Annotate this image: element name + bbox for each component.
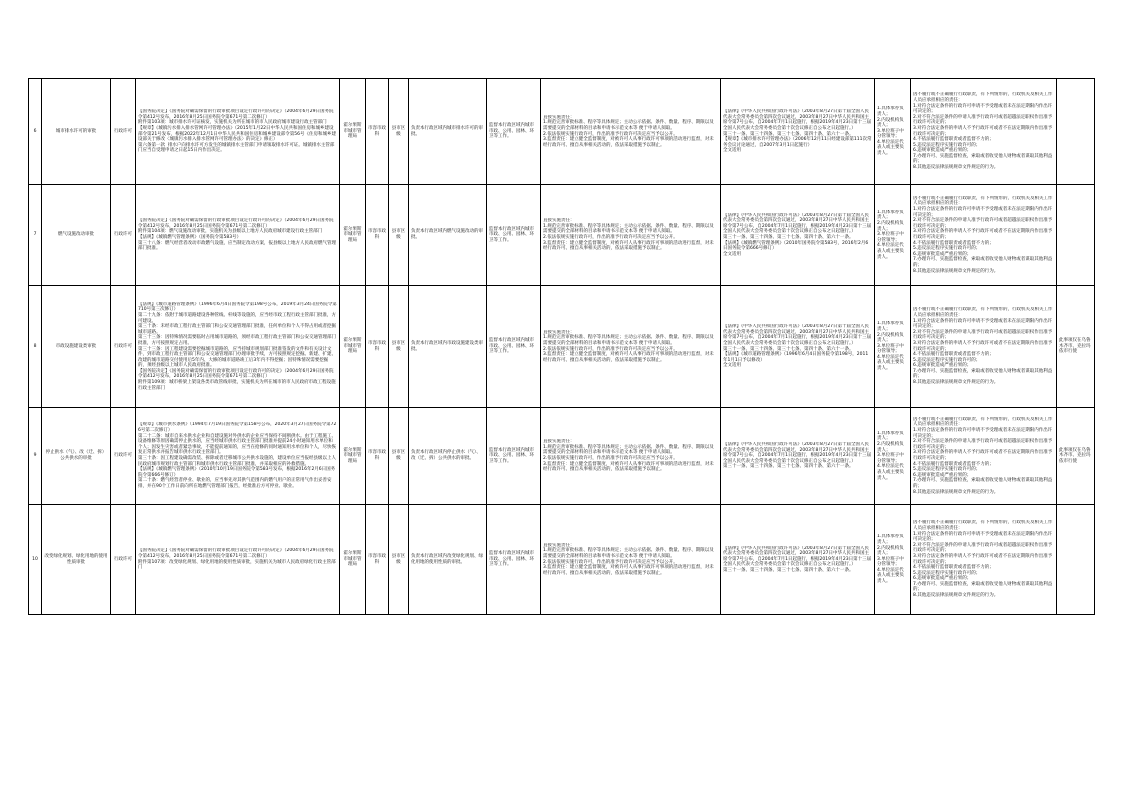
table-row: [29, 505, 1095, 615]
law-duty-paragraph: 直接实施责任：: [543, 114, 575, 120]
law-paragraph: 【法律】《中华人民共和国行政许可法》（2003年8月27日第十届全国人民代表大会常务委员会第四次会议通过，2003年8月27日中华人民共和国主席令第7号公布，自2004年7月1日起施行，根据2019年4月23日第十三届全国人民代表大会常务委员会第十次会议修正自公布之日起施行。）: [723, 212, 872, 235]
supervision-duty: 监督本行政区域内城市市政、公用、园林、环卫等工作。: [487, 505, 541, 615]
penalty-paragraph: 2.对不符合法定条件的申请人准予行政许可或者超越法定职权作出准予行政许可决定的；: [913, 114, 1053, 126]
implementation-duty: [541, 185, 721, 286]
penalty-paragraph: 5.违反法定程序实施行政许可的；: [913, 246, 981, 252]
law-duty-paragraph: 直接实施责任：: [543, 329, 575, 335]
basis-paragraph: 第二十条：燃气经营者停业、歇业的，应当事先对其供气范围内的燃气用户的正常用气作出妥善安排，并在90个工作日前向所在地燃气管理部门报告，经批准后方可停业、歇业。: [138, 478, 332, 489]
basis-paragraph: 附件第103项：城市排水许可证核发，实施机关为所在城市的市人民政府城市建设行政主管部门: [138, 120, 327, 126]
item-name: 市政设施建设类审批: [42, 286, 111, 408]
exercise-level: 县市区级: [389, 185, 409, 286]
basis-paragraph: 第三十条：因工程建设确需改装、拆除或者迁移城市公共供水设施的，建设单位应当报经县级以上人民政府城市规划行政主管部门和城市供水行政主管部门批准，并采取相应的补救措施。: [138, 456, 336, 467]
law-duty-paragraph: 3.监督责任：建立健全监督制度，对被许可人从事行政许可事项的活动进行监督，对未经行政许可、擅自从事相关活动的，依法采取措施予以制止。: [543, 461, 714, 473]
implementing-org: 霍尔果斯市城市管理局: [340, 185, 366, 286]
item-name: 停止供水（气）、改（迁、拆）公共供水的审批: [42, 408, 111, 505]
basis-paragraph: 第二十二条：城市自来水供水企业和自建设施对外供水的企业应当保持不间断供水。由于工程施工、设备维修等原因确需停止供水的，应当经城市供水行政主管部门批准并提前24小时通知用水单位和个人；因发生灾害或者紧急事故，不能提前通知的，应当在抢修的同时通知用水单位和个人，尽快恢复正常供水并报告城市供水行政主管部门。: [138, 433, 336, 456]
internal-department: 市容市政科: [366, 505, 389, 615]
item-type: 行政许可: [111, 286, 136, 408]
penalty-paragraph: 因不履行或不正确履行行政职责，有下列情形的，行政机关及相关工作人员应承担相应的责任：: [913, 195, 1053, 207]
penalty-paragraph: 2.对不符合法定条件的申请人准予行政许可或者超越法定职权作出准予行政许可决定的；: [913, 218, 1053, 229]
accountability-cases: [911, 286, 1057, 408]
accountability-cases: [911, 79, 1057, 185]
law-paragraph: 【法律】《中华人民共和国行政许可法》（2003年8月27日第十届全国人民代表大会常务委员会第四次会议通过，2003年8月27日中华人民共和国主席令第7号公布，自2004年7月1日起施行，根据2019年4月23日第十三届全国人民代表大会常务委员会第十次会议修正自公布之日起施行。）: [723, 442, 872, 464]
table-row: [29, 185, 1095, 286]
accountable-persons: 1.具体承办负责人； 2.内设机构负责人； 3.单位班子中分管领导； 4.单位法定代表人或主要负责人。: [875, 505, 911, 615]
remarks: [1057, 185, 1095, 286]
implementing-org: 霍尔果斯市城市管理局: [340, 408, 366, 505]
law-duty-paragraph: 1.规范完善审批标准、程序等具体规定；主动公示依据、条件、数量、程序、期限以及需要提交的全部材料的目录和申请书示范文本等 便于申请人阅取。: [543, 335, 714, 346]
item-name: 城市排水许可的审批: [42, 79, 111, 185]
exercise-level: 县市区级: [389, 408, 409, 505]
penalty-paragraph: 1.对符合法定条件的行政许可申请不予受理或者未在法定期限内作出许可决定的；: [913, 207, 1053, 218]
responsibility-scope: 负责本行政区域内城市排水许可的审批。: [409, 79, 487, 185]
penalty-paragraph: 因不履行或不正确履行行政职责，有下列情形的，行政机关及相关工作人员应承担相应的责任：: [913, 520, 1053, 531]
law-paragraph: 【法律】《中华人民共和国行政许可法》（2003年8月27日第十届全国人民代表大会常务委员会第四次会议通过，2003年8月27日中华人民共和国主席令第7号公布，自2004年7月1日起施行，根据2019年4月23日第十三届全国人民代表大会常务委员会第十次会议修正自公布之日起施行。）: [723, 545, 872, 568]
law-duty-paragraph: 2.依法依规实施行政许可，作出的准予行政许可决定应当予以公开。: [543, 131, 678, 137]
penalty-paragraph: 因不履行或不正确履行行政职责，有下列情形的，行政机关及相关工作人员应承担相应的责任：: [913, 307, 1053, 318]
penalty-paragraph: 8.其他违反法律法规规章文件规定的行为。: [913, 165, 999, 171]
penalty-paragraph: 7.办理许可、实施监督检查，索取或者收受他人财物或者谋取其他利益的；: [913, 478, 1053, 489]
penalty-paragraph: 1.对符合法定条件的行政许可申请不予受理或者未在法定期限内作出许可决定的；: [913, 318, 1053, 330]
law-duty-paragraph: 直接实施责任：: [543, 218, 575, 224]
accountability-cases: [911, 408, 1057, 505]
penalty-paragraph: 3.对符合法定条件的申请人不予行政许可或者不在法定期限内作出准予行政许可决定的；: [913, 125, 1053, 137]
law-duty-paragraph: 1.规范完善审批标准、程序等具体规定；主动公示依据、条件、数量、程序、期限以及需要提交的全部材料的目录和申请书示范文本等 便于申请人阅取。: [543, 444, 714, 456]
penalty-paragraph: 4.不依法履行监督职责或者监督不力的；: [913, 240, 994, 246]
duty-legal-basis: [721, 286, 875, 408]
legal-basis: [136, 505, 340, 615]
law-duty-paragraph: 直接实施责任：: [543, 542, 575, 548]
law-duty-paragraph: 2.依法依规实施行政许可，作出的准予行政许可决定应当予以公开。: [543, 346, 678, 352]
item-name: 燃气设施改动审批: [42, 185, 111, 286]
implementing-org: 霍尔果斯市城市管理局: [340, 286, 366, 408]
penalty-paragraph: 2.对不符合法定条件的申请人准予行政许可或者超越法定职权作出准予行政许可决定的；: [913, 542, 1053, 554]
law-paragraph: 【法律】《中华人民共和国行政许可法》（2003年8月27日第十届全国人民代表大会常务委员会第四次会议通过，2003年8月27日中华人民共和国主席令第7号公布，自2004年7月1日起施行，根据2019年4月23日第十三届全国人民代表大会常务委员会第十次会议修正自公布之日起施行。）: [723, 109, 872, 131]
internal-department: 市容市政科: [366, 185, 389, 286]
table-row: [29, 408, 1095, 505]
law-paragraph: 第三十一条、第三十四条、第三十七条、第四十条、第六十一条。: [723, 131, 854, 137]
law-paragraph: 【法规】《城镇燃气管理条例》（2010年国务院令第583号，2016年2月6日国务院令第666号修订）: [723, 240, 869, 252]
law-paragraph: 【法律】《中华人民共和国行政许可法》（2003年8月27日第十届全国人民代表大会常务委员会第四次会议通过，2003年8月27日中华人民共和国主席令第7号公布，自2004年7月1日起施行，根据2019年4月23日第十三届全国人民代表大会常务委员会第十次会议修正自公布之日起施行。）: [723, 324, 872, 346]
law-duty-paragraph: 3.监督责任：建立健全监督制度，对被许可人从事行政许可事项的活动进行监督，对未经行政许可、擅自从事相关活动的，依法采取措施予以制止。: [543, 565, 714, 576]
table-row: [29, 79, 1095, 185]
legal-basis: [136, 408, 340, 505]
row-number: 6: [29, 79, 42, 185]
item-type: 行政许可: [111, 79, 136, 185]
basis-paragraph: 附件第104项：燃气设施改动审批，实施机关为县级以上地方人民政府城市建设行政主管部门: [138, 229, 323, 235]
law-duty-paragraph: 2.依法依规实施行政许可，作出的准予行政许可决定应当予以公开。: [543, 235, 678, 240]
exercise-level: 县市区级: [389, 79, 409, 185]
responsibility-scope: 负责本行政区域内改变绿化规划、绿化用地的使用性质的审批。: [409, 505, 487, 615]
basis-paragraph: 【规章】《城镇污水排入排水管网许可管理办法》（2015年1月22日中华人民共和国住房和城乡建设部令第21号发布，根据2022年12月1日中华人民共和国住房和城乡建设部令第56号《住房和城乡建设部关于修改〈城镇污水排入排水管网许可管理办法〉的决定》修正）: [138, 125, 336, 143]
row-number: 9: [29, 408, 42, 505]
implementation-duty: [541, 505, 721, 615]
row-number: 8: [29, 286, 42, 408]
law-paragraph: 【规章】《城市排水许可管理办法》（2006年12月11日经建设部第111次常务会议讨论通过，自2007年3月1日起施行）: [723, 137, 872, 148]
law-paragraph: 第三十一条、第三十四条、第三十七条、第四十条、第六十一条。: [723, 464, 854, 470]
law-duty-paragraph: 3.监督责任：建立健全监督制度，对被许可人从事行政许可事项的活动进行监督，对未经行政许可、擅自从事相关活动的，依法采取措施予以制止。: [543, 352, 714, 363]
basis-paragraph: 第三十三条：因特殊情况需要临时占用城市道路的，须经市政工程行政主管部门和公安交通管理部门批准，方可按照规定占用。: [138, 335, 336, 346]
basis-paragraph: 【规章】《城市供水条例》（1994年7月19日国务院令第158号公布，2020年3月27日国务院令第726号第二次修订）: [138, 422, 337, 434]
item-type: 行政许可: [111, 408, 136, 505]
basis-paragraph: 【国务院决定】《国务院对确需保留的行政审批项目设定行政许可的决定》（2004年6月29日国务院令第412号发布，2016年8月25日国务院令第671号第二次修订）: [138, 109, 334, 120]
item-type: 行政许可: [111, 505, 136, 615]
basis-paragraph: 【法规】《城镇燃气管理条例》（2010年10月19日国务院令第583号发布，根据2016年2月6日国务院令第666号修订）: [138, 467, 336, 478]
basis-paragraph: 第六条第一款 排水户向排水许可方发生的城镇排水主管部门申请领取排水许可证。城镇排水主管部门应当自受理申请之日起15日内作出决定。: [138, 142, 335, 154]
legal-basis: [136, 286, 340, 408]
accountable-persons: 1.具体承办负责人； 2.内设机构负责人； 3.单位班子中分管领导； 4.单位法定代表人或主要负责人。: [875, 185, 911, 286]
penalty-paragraph: 3.对符合法定条件的申请人不予行政许可或者不在法定期限内作出准予行政许可决定的；: [913, 340, 1053, 352]
law-paragraph: 第三十一条、第三十四条、第三十七条、第四十条、第六十一条。: [723, 346, 854, 352]
penalty-paragraph: 5.违反法定程序实施行政许可的；: [913, 357, 981, 363]
responsibility-scope: 负责本行政区域内燃气设施改动的审批。: [409, 185, 487, 286]
internal-department: 市容市政科: [366, 408, 389, 505]
remarks: 此事项仅在乌鲁木齐市、克拉玛依市行使: [1057, 408, 1095, 505]
penalty-paragraph: 3.对符合法定条件的申请人不予行政许可或者不在法定期限内作出准予行政许可决定的；: [913, 553, 1053, 565]
penalty-paragraph: 6.违规审批造成严重后果的；: [913, 251, 972, 257]
penalty-paragraph: 1.对符合法定条件的行政许可申请不予受理或者未在法定期限内作出许可决定的；: [913, 531, 1053, 543]
responsibility-scope: 负责本行政区域内市政设施建设类审批。: [409, 286, 487, 408]
basis-paragraph: 第三十条：未经市政工程行政主管部门和公安交通管理部门批准，任何单位和个人不得占用或者挖掘城市道路。: [138, 324, 336, 335]
implementing-org: 霍尔果斯市城市管理局: [340, 505, 366, 615]
exercise-level: 县市区级: [389, 286, 409, 408]
law-paragraph: 全文适用: [723, 148, 741, 154]
penalty-paragraph: 6.违规审批造成严重后果的；: [913, 363, 972, 369]
law-duty-paragraph: 3.监督责任：建立健全监督制度，对被许可人从事行政许可事项的活动进行监督，对未经行政许可、擅自从事相关活动的，依法采取措施予以制止。: [543, 240, 714, 252]
accountability-cases: [911, 505, 1057, 615]
penalty-paragraph: 6.违规审批造成严重后果的；: [913, 576, 972, 582]
accountable-persons: 1.具体承办负责人； 2.内设机构负责人； 3.单位班子中分管领导； 4.单位法定代表人或主要负责人。: [875, 408, 911, 505]
implementation-duty: [541, 408, 721, 505]
internal-department: 市容市政科: [366, 79, 389, 185]
accountable-persons: 1.具体承办负责人； 2.内设机构负责人； 3.单位班子中分管领导； 4.单位法定代表人或主要负责人。: [875, 286, 911, 408]
penalty-paragraph: 因不履行或不正确履行行政职责，有下列情形的，行政机关及相关工作人员应承担相应的责任：: [913, 92, 1053, 103]
supervision-duty: 监督本行政区域内城市市政、公用、园林、环卫等工作。: [487, 79, 541, 185]
duty-legal-basis: [721, 79, 875, 185]
accountable-persons: 1.具体承办负责人； 2.内设机构负责人； 3.单位班子中分管领导； 4.单位法定代表人或主要负责人。: [875, 79, 911, 185]
law-duty-paragraph: 直接实施责任：: [543, 439, 575, 445]
law-duty-paragraph: 1.规范完善审批标准、程序等具体规定；主动公示依据、条件、数量、程序、期限以及需要提交的全部材料的目录和申请书示范文本等 便于申请人阅取。: [543, 548, 714, 559]
implementing-org: 霍尔果斯市城市管理局: [340, 79, 366, 185]
law-duty-paragraph: 2.依法依规实施行政许可，作出的准予行政许可决定应当予以公开。: [543, 559, 678, 565]
legal-basis: [136, 79, 340, 185]
penalty-paragraph: 因不履行或不正确履行行政职责，有下列情形的，行政机关及相关工作人员应承担相应的责任：: [913, 416, 1053, 428]
penalty-paragraph: 8.其他违反法律法规规章文件规定的行为。: [913, 268, 999, 274]
duty-legal-basis: [721, 185, 875, 286]
law-duty-paragraph: 1.规范完善审批标准、程序等具体规定；主动公示依据、条件、数量、程序、期限以及需要提交的全部材料的目录和申请书示范文本等 便于申请人阅取。: [543, 223, 714, 235]
basis-paragraph: 附件第109项：城市桥梁上架设各类市政管线审批，实施机关为所在城市的市人民政府市政工程设施行政主管部门: [138, 380, 336, 391]
law-paragraph: 全文适用: [723, 363, 741, 369]
penalty-paragraph: 2.对不符合法定条件的申请人准予行政许可或者超越法定职权作出准予行政许可决定的；: [913, 329, 1053, 341]
row-number: 7: [29, 185, 42, 286]
implementation-duty: [541, 79, 721, 185]
implementation-duty: [541, 286, 721, 408]
basis-paragraph: 第三十八条：燃气经营者改动市政燃气设施，应当制定改动方案，报县级以上地方人民政府燃气管理部门批准。: [138, 240, 336, 252]
penalty-paragraph: 8.其他违反法律法规规章文件规定的行为。: [913, 489, 999, 495]
penalty-paragraph: 5.违反法定程序实施行政许可的；: [913, 570, 981, 576]
basis-paragraph: 附件第107项：改变绿化规划、绿化用地的使用性质审批，实施机关为城市人民政府绿化行政主管部门: [138, 559, 336, 571]
penalty-paragraph: 5.违反法定程序实施行政许可的；: [913, 142, 981, 148]
legal-basis: [136, 185, 340, 286]
penalty-paragraph: 7.办理许可、实施监督检查，索取或者收受他人财物或者谋取其他利益的；: [913, 368, 1053, 380]
penalty-paragraph: 1.对符合法定条件的行政许可申请不予受理或者未在法定期限内作出许可决定的；: [913, 103, 1053, 115]
responsibility-scope: 负责本行政区域内停止供水（气）、改（迁、拆）公共供水的审批。: [409, 408, 487, 505]
supervision-duty: 监督本行政区域内城市市政、公用、园林、环卫等工作。: [487, 185, 541, 286]
remarks: 此事项仅在乌鲁木齐市、克拉玛依市行使: [1057, 286, 1095, 408]
penalty-paragraph: 3.对符合法定条件的申请人不予行政许可或者不在法定期限内作出准予行政许可决定的；: [913, 229, 1053, 240]
item-name: 改变绿化规划、绿化用地的使用性质审批: [42, 505, 111, 615]
law-duty-paragraph: 3.监督责任：建立健全监督制度，对被许可人从事行政许可事项的活动进行监督，对未经行政许可、擅自从事相关活动的，依法采取措施予以制止。: [543, 137, 714, 148]
remarks: [1057, 505, 1095, 615]
penalty-paragraph: 4.不依法履行监督职责或者监督不力的；: [913, 352, 994, 358]
supervision-duty: 监督本行政区域内城市市政、公用、园林、环卫等工作。: [487, 286, 541, 408]
law-duty-paragraph: 1.规范完善审批标准、程序等具体规定；主动公示依据、条件、数量、程序、期限以及需要提交的全部材料的目录和申请书示范文本等 便于申请人阅取。: [543, 120, 714, 131]
penalty-paragraph: 2.对不符合法定条件的申请人准予行政许可或者超越法定职权作出准予行政许可决定的；: [913, 439, 1053, 450]
penalty-paragraph: 1.对符合法定条件的行政许可申请不予受理或者未在法定期限内作出许可决定的；: [913, 428, 1053, 439]
duty-legal-basis: [721, 505, 875, 615]
penalty-paragraph: 8.其他违反法律法规规章文件规定的行为。: [913, 380, 999, 386]
remarks: [1057, 79, 1095, 185]
exercise-level: 县市区级: [389, 505, 409, 615]
basis-paragraph: 【国务院决定】《国务院对确需保留的行政审批项目设定行政许可的决定》（2004年6月29日国务院令第412号发布，2016年8月25日国务院令第671号第二次修订）: [138, 218, 334, 229]
law-paragraph: 第三十一条、第三十四条、第三十七条、第四十条、第六十一条。: [723, 235, 854, 240]
table-body: [29, 79, 1095, 615]
accountability-cases: [911, 185, 1057, 286]
basis-paragraph: 【法规】《城市道路管理条例》（1996年6月4日国务院令第198号公布，2019年3月24日国务院令第710号第三次修订）: [138, 301, 337, 313]
penalty-paragraph: 4.不依法履行监督职责或者监督不力的；: [913, 565, 994, 571]
supervision-duty: 监督本行政区域内城市市政、公用、园林、环卫等工作。: [487, 408, 541, 505]
duty-legal-basis: [721, 408, 875, 505]
law-paragraph: 全文适用: [723, 251, 741, 257]
law-paragraph: 【法规】《城市道路管理条例》（1996年6月4日国务院令第198号，2011年1月1日予以修改）: [723, 352, 869, 363]
penalty-paragraph: 6.违规审批造成严重后果的；: [913, 148, 972, 154]
penalty-paragraph: 7.办理许可、实施监督检查，索取或者收受他人财物或者谋取其他利益的；: [913, 257, 1053, 268]
law-paragraph: 第三十一条、第三十四条、第三十七条、第四十条、第六十一条。: [723, 567, 854, 573]
penalty-paragraph: 8.其他违反法律法规规章文件规定的行为。: [913, 593, 999, 599]
basis-paragraph: 第三十三条：因工程建设需要挖掘城市道路的，应当持城市规划部门批准签发的文件和有关设计文件，到市政工程行政主管部门和公安交通管理部门办理审批手续，方可按照规定挖掘。新建、扩建、改建的城市道路交付使用后5年内、大修的城市道路竣工后3年内不得挖掘；因特殊情况需要挖掘的，须经县级以上城市人民政府批准。: [138, 346, 336, 369]
penalty-paragraph: 7.办理许可、实施监督检查，索取或者收受他人财物或者谋取其他利益的；: [913, 581, 1053, 593]
basis-paragraph: 【国务院决定】《国务院对确需保留的行政审批项目设定行政许可的决定》（2004年6月29日国务院令第412号发布，2016年8月25日国务院令第671号第二次修订）: [138, 548, 334, 559]
penalty-paragraph: 4.不依法履行监督职责或者监督不力的；: [913, 461, 994, 467]
penalty-paragraph: 7.办理许可、实施监督检查，索取或者收受他人财物或者谋取其他利益的；: [913, 153, 1053, 165]
penalty-paragraph: 3.对符合法定条件的申请人不予行政许可或者不在法定期限内作出准予行政许可决定的；: [913, 450, 1053, 461]
internal-department: 市容市政科: [366, 286, 389, 408]
penalty-paragraph: 5.违反法定程序实施行政许可的；: [913, 467, 981, 473]
table-row: [29, 286, 1095, 408]
basis-paragraph: 第二十九条：依附于城市道路建设各种管线、杆线等设施的，应当经市政工程行政主管部门批准，方可建设。: [138, 312, 336, 324]
penalty-paragraph: 6.违规审批造成严重后果的；: [913, 472, 972, 478]
item-type: 行政许可: [111, 185, 136, 286]
law-duty-paragraph: 2.依法依规实施行政许可，作出的准予行政许可决定应当予以公开。: [543, 456, 678, 461]
power-list-table: [28, 78, 1095, 615]
basis-paragraph: 【国务院决定】《国务院对确需保留的行政审批项目设定行政许可的决定》（2004年6月29日国务院令第412号发布，2016年8月25日国务院令第671号第二次修订）: [138, 368, 334, 380]
row-number: 10: [29, 505, 42, 615]
basis-paragraph: 【法规】《城镇燃气管理条例》（国务院令第583号）: [138, 235, 242, 240]
penalty-paragraph: 4.不依法履行监督职责或者监督不力的；: [913, 137, 994, 143]
